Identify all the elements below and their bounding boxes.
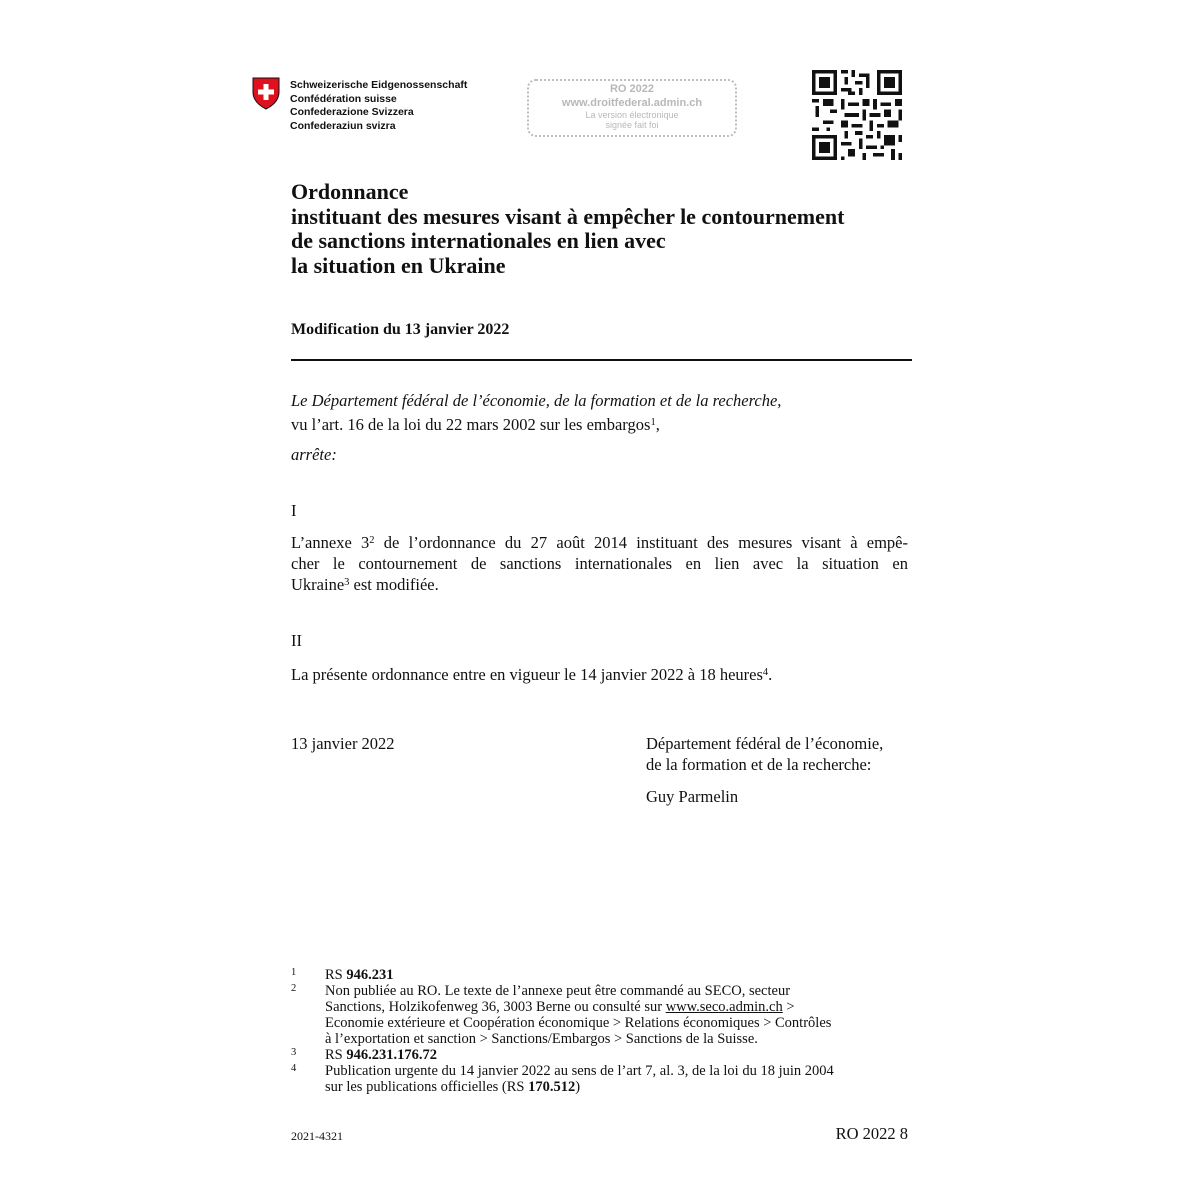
- paragraph-1-line-3: [291, 574, 908, 595]
- stamp-note-2: signée fait foi: [605, 120, 659, 130]
- footnote-2-line-1: Non publiée au RO. Le texte de l’annexe peut être commandé au SECO, secteur: [325, 983, 791, 999]
- stamp-url: www.droitfederal.admin.ch: [561, 97, 703, 109]
- paragraph-1-line-2: cher le contournement de sanctions internationales en lien avec la situation en: [291, 554, 908, 573]
- section-heading-1: I: [291, 501, 297, 520]
- para-1-text-a: L’annexe 3: [291, 533, 370, 552]
- enacting-formula: arrête:: [291, 445, 337, 464]
- signing-department-line-1: Département fédéral de l’économie,: [646, 734, 884, 753]
- swiss-crest-icon: [252, 77, 280, 110]
- page-reference: RO 2022 8: [835, 1124, 908, 1143]
- signing-department-line-2: de la formation et de la recherche:: [646, 755, 872, 774]
- legal-basis: [291, 414, 660, 435]
- legal-basis-text: vu l’art. 16 de la loi du 22 mars 2002 sur les embargos: [291, 415, 651, 434]
- footnote-2-line-3: Economie extérieure et Coopération économique > Relations économiques > Contrôles: [325, 1015, 832, 1031]
- paragraph-1-line-1: [291, 532, 908, 553]
- modification-date: Modification du 13 janvier 2022: [291, 321, 510, 338]
- footnote-2-line-2b: >: [782, 999, 795, 1015]
- footnote-1-prefix: RS: [325, 967, 347, 983]
- signer-name: Guy Parmelin: [646, 787, 739, 806]
- confederation-name-rm: Confederaziun svizra: [290, 119, 396, 132]
- footnote-3-text: [325, 1047, 437, 1063]
- footnote-4-text: [325, 1063, 834, 1095]
- document-code: 2021-4321: [291, 1129, 343, 1143]
- section-heading-2: II: [291, 631, 302, 650]
- legal-basis-end: ,: [655, 415, 660, 434]
- footnote-ref-3: 3: [344, 577, 350, 588]
- footnote-4-line-1: Publication urgente du 14 janvier 2022 au sens de l’art 7, al. 3, de la loi du 18 juin 2004: [325, 1063, 834, 1079]
- footnote-4-number: 4: [291, 1063, 297, 1074]
- signing-department: [646, 733, 883, 775]
- section-1-paragraph: [291, 532, 908, 595]
- footnote-2-line-2a: Sanctions, Holzikofenweg 36, 3003 Berne ou consulté sur: [325, 999, 666, 1015]
- para-1-text-b: de l’ordonnance du 27 août 2014 instituant des mesures visant à empê-: [374, 533, 908, 552]
- para-1-text-c: Ukraine: [291, 575, 345, 594]
- stamp-note-1: La version électronique: [585, 110, 679, 120]
- footnote-3-rs-number: 946.231.176.72: [346, 1047, 437, 1063]
- footnote-4-rs-number: 170.512: [528, 1079, 576, 1095]
- seco-link[interactable]: www.seco.admin.ch: [665, 999, 783, 1015]
- qr-code-icon: [812, 70, 902, 160]
- title-line-4: la situation en Ukraine: [291, 252, 506, 278]
- footnote-ref-4: 4: [762, 667, 769, 678]
- confederation-name-de: Schweizerische Eidgenossenschaft: [290, 79, 468, 91]
- electronic-version-stamp: [527, 79, 737, 137]
- title-line-1: Ordonnance: [291, 179, 409, 204]
- footnote-ref-2: 2: [369, 535, 375, 546]
- title-line-3: de sanctions internationales en lien avec: [291, 228, 666, 253]
- issuing-department: Le Département fédéral de l’économie, de la formation et de la recherche,: [291, 391, 782, 410]
- confederation-names: [290, 79, 467, 133]
- footnote-3-number: 3: [291, 1047, 297, 1058]
- stamp-ro: RO 2022: [609, 83, 655, 95]
- para-1-text-d: est modifiée.: [349, 575, 439, 594]
- footnote-ref-1: 1: [650, 417, 656, 428]
- title-divider: [291, 359, 912, 361]
- para-2-end: .: [768, 665, 773, 684]
- footnote-1-text: [325, 967, 394, 983]
- footnote-2-text: [325, 983, 831, 1047]
- footnote-1-rs-number: 946.231: [346, 967, 394, 983]
- confederation-name-fr: Confédération suisse: [290, 92, 397, 105]
- title-line-2: instituant des mesures visant à empêcher le contournement: [291, 203, 845, 229]
- section-2-paragraph: [291, 664, 772, 685]
- confederation-name-it: Confederazione Svizzera: [290, 106, 414, 118]
- ordinance-title: [291, 180, 931, 278]
- signature-date: 13 janvier 2022: [291, 734, 395, 753]
- footnote-4-line-2a: sur les publications officielles (RS: [325, 1079, 529, 1095]
- para-2-text: La présente ordonnance entre en vigueur le 14 janvier 2022 à 18 heures: [291, 665, 763, 684]
- footnote-1-number: 1: [291, 967, 297, 978]
- footnote-4-line-2b: ): [575, 1079, 581, 1095]
- footnote-2-line-4: à l’exportation et sanction > Sanctions/Embargos > Sanctions de la Suisse.: [325, 1031, 758, 1047]
- footnote-2-number: 2: [291, 983, 297, 994]
- footnote-3-prefix: RS: [325, 1047, 347, 1063]
